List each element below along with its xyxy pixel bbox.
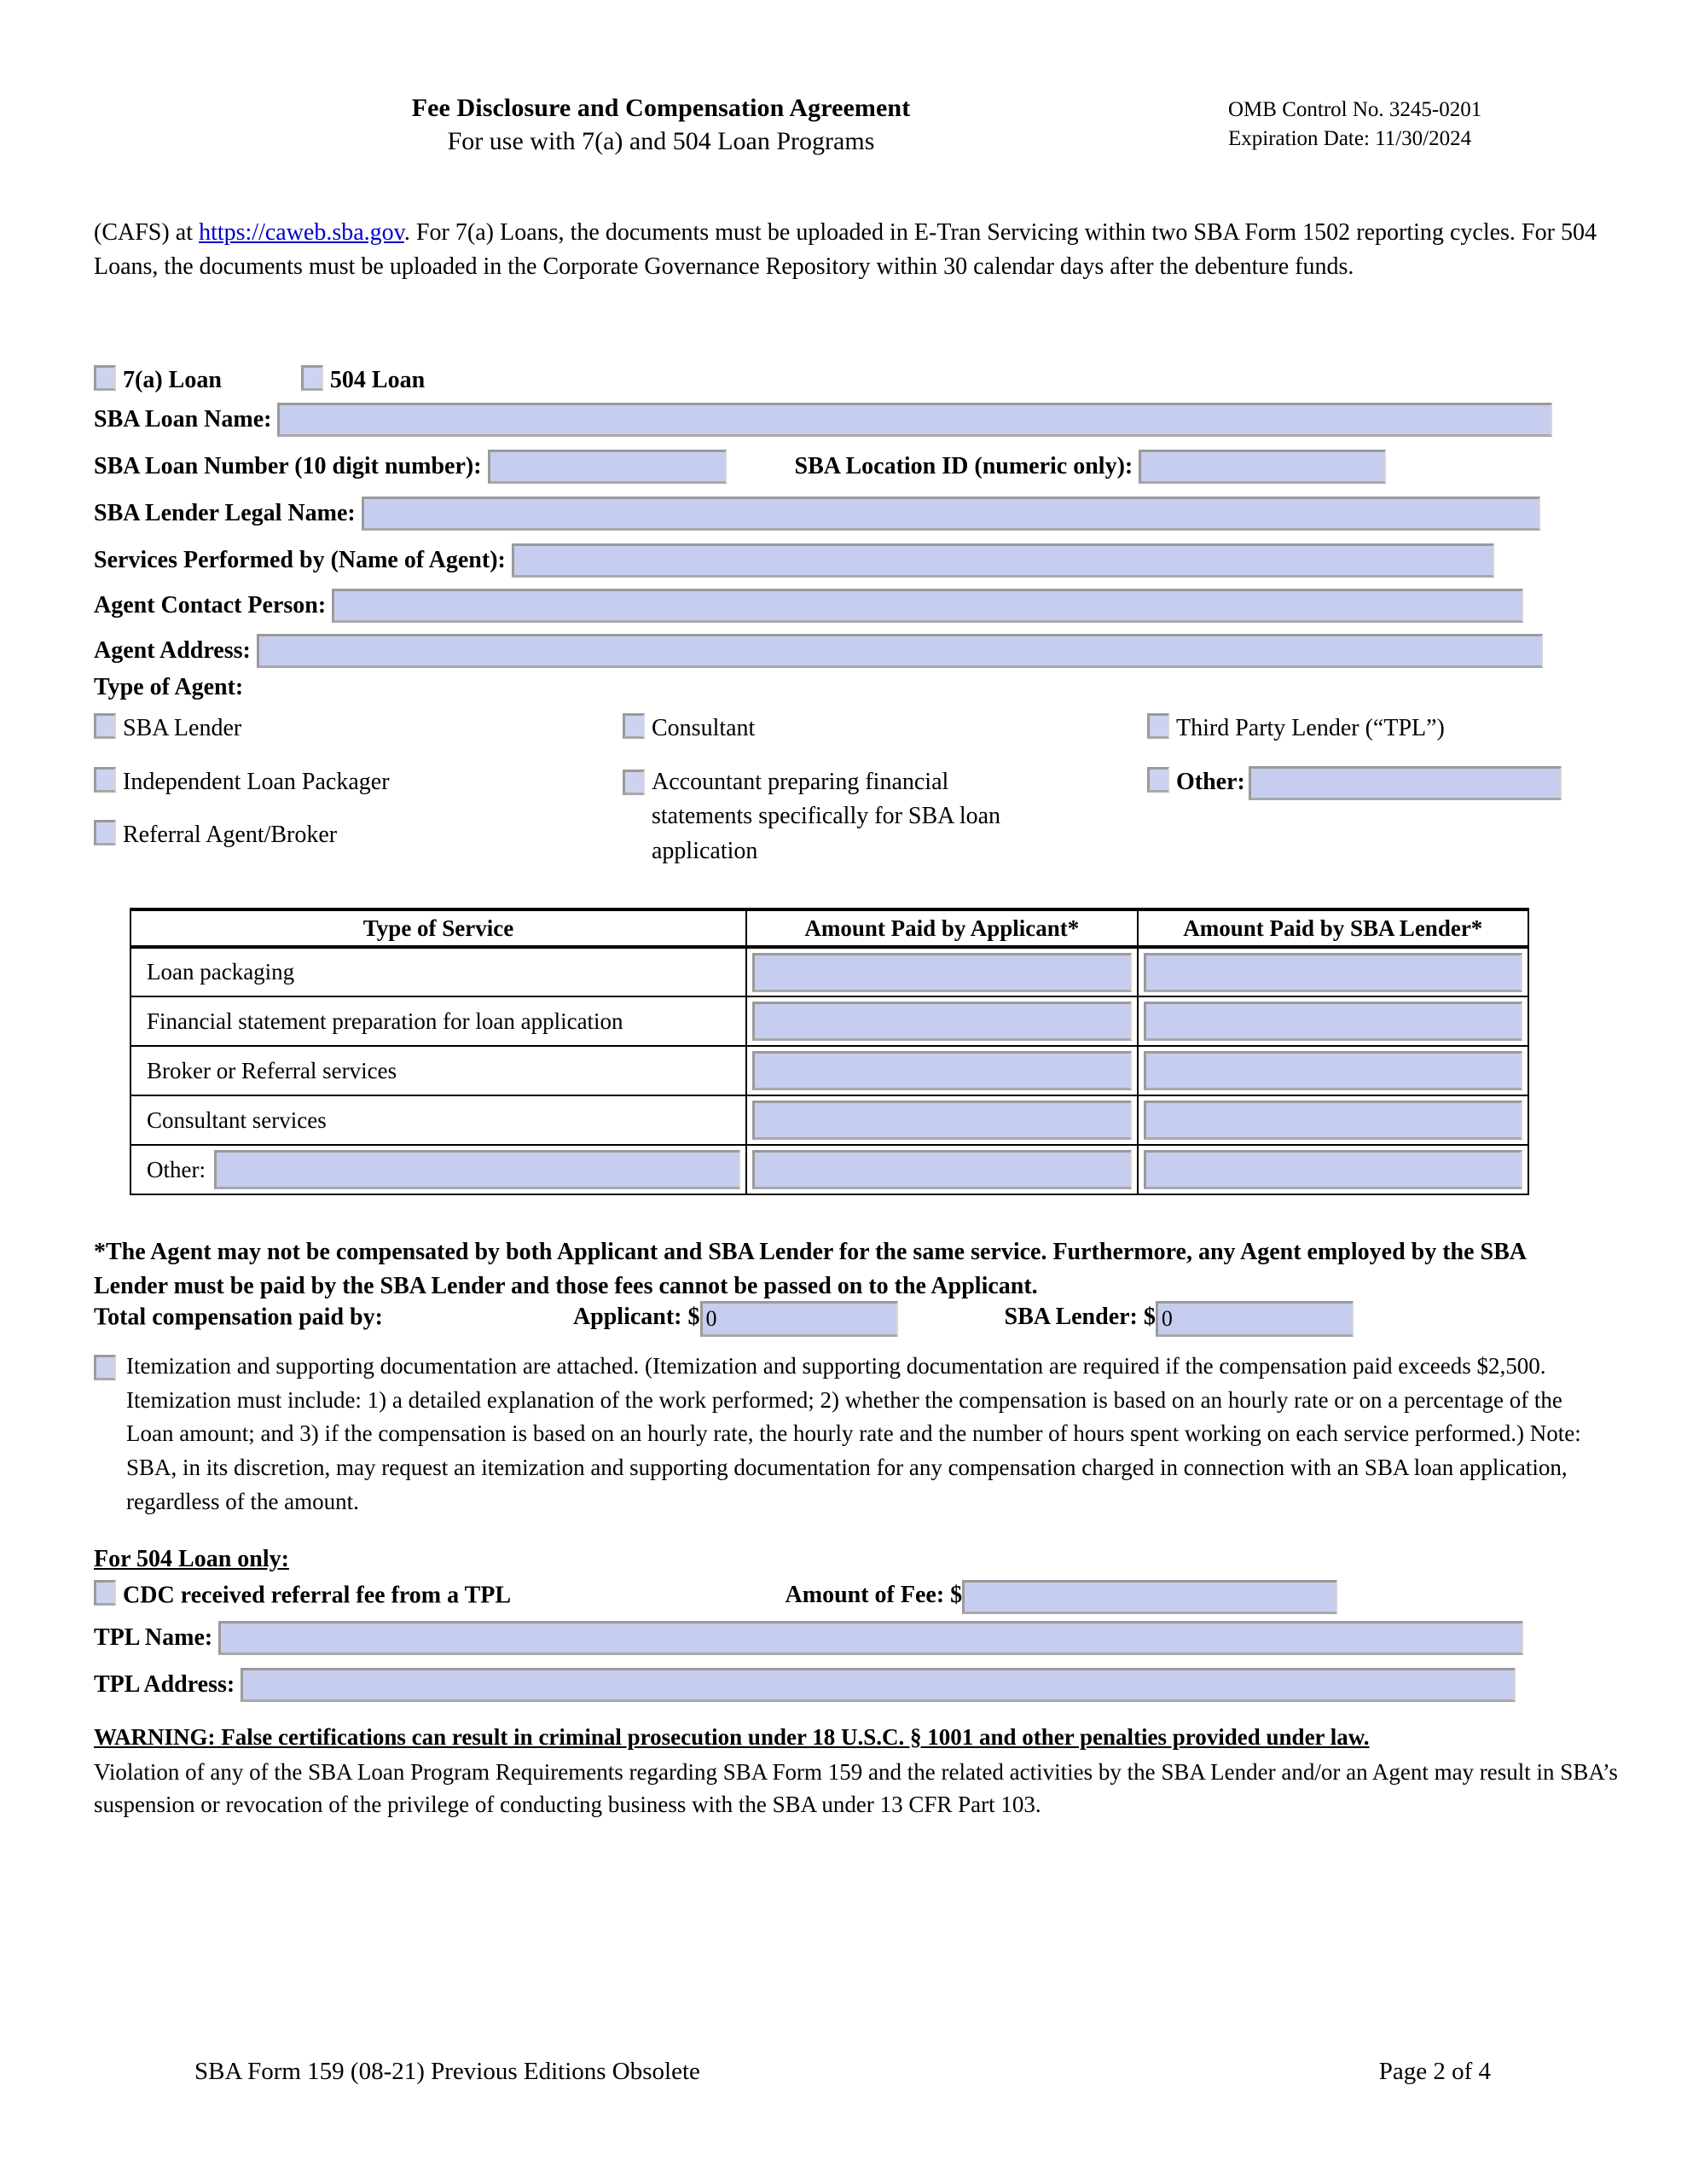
table-row [130, 996, 1528, 1046]
cell-lender-other [1138, 1145, 1528, 1194]
loan-type-504-option[interactable] [301, 367, 425, 393]
footer-page-number: Page 2 of 4 [1378, 2058, 1491, 2085]
intro-paragraph [94, 216, 1597, 284]
agent-type-label-other: Other: [1176, 768, 1245, 795]
agent-type-label-independent-loan-packager: Independent Loan Packager [123, 768, 390, 795]
header-titles [0, 92, 1228, 158]
total-applicant-label: Applicant: $ [572, 1304, 700, 1331]
agent-type-label-accountant: Accountant preparing financial statements specifically for SBA loan application [652, 768, 1001, 864]
agent-type-option-third-party-lender[interactable] [1147, 712, 1599, 746]
amount-of-fee-segment [786, 1582, 1338, 1608]
sba-loan-name-input[interactable] [277, 403, 1552, 437]
sba-loan-name-label: SBA Loan Name: [94, 406, 272, 433]
tpl-name-label: TPL Name: [94, 1624, 213, 1651]
input-lender-broker-referral[interactable] [1144, 1051, 1522, 1090]
agent-address-label: Agent Address: [94, 637, 251, 664]
input-applicant-consultant-services[interactable] [752, 1101, 1131, 1140]
table-row [130, 1046, 1528, 1095]
agent-contact-person-input[interactable] [332, 589, 1523, 623]
table-header-row [130, 909, 1528, 947]
page-footer [194, 2058, 1491, 2086]
column-header-amount-paid-by-sba-lender: Amount Paid by SBA Lender* [1138, 909, 1528, 947]
cell-applicant-consultant-services [746, 1095, 1137, 1145]
service-name-financial-statement-preparation: Financial statement preparation for loan application [130, 996, 746, 1046]
section-504-heading: For 504 Loan only: [94, 1546, 289, 1572]
checkbox-504-loan[interactable] [301, 365, 323, 391]
table-row [130, 1095, 1528, 1145]
services-performed-by-label: Services Performed by (Name of Agent): [94, 547, 506, 573]
intro-text-after-link: . For 7(a) Loans, the documents must be uploaded in E-Tran Servicing within two SBA Form 1502 reporting cycles. For 504 Loans, the documents must be uploaded in the Corporate Governance Repository within 30 calendar days after the debenture funds. [94, 219, 1597, 280]
input-lender-other[interactable] [1144, 1150, 1522, 1189]
caweb-sba-gov-link[interactable]: https://caweb.sba.gov [199, 219, 404, 246]
input-other-service-name[interactable] [214, 1150, 740, 1189]
checkbox-independent-loan-packager[interactable] [94, 767, 116, 793]
sba-lender-legal-name-label: SBA Lender Legal Name: [94, 500, 356, 526]
total-lender-input[interactable]: 0 [1156, 1301, 1354, 1337]
page-header [0, 92, 1687, 158]
cell-applicant-financial-statement [746, 996, 1137, 1046]
services-table-body [130, 947, 1528, 1194]
agent-type-option-sba-lender[interactable] [94, 712, 571, 746]
total-lender-label: SBA Lender: $ [1004, 1304, 1156, 1331]
input-applicant-financial-statement[interactable] [752, 1002, 1131, 1041]
agent-contact-person-label: Agent Contact Person: [94, 592, 327, 619]
agent-type-option-accountant[interactable] [623, 765, 1015, 869]
page-title: Fee Disclosure and Compensation Agreement [411, 94, 911, 122]
warning-body: Violation of any of the SBA Loan Program Requirements regarding SBA Form 159 and the related activities by the SBA Lender and/or an Agent may result in SBA’s suspension or revocation of the privilege of conducting business with the SBA under 13 CFR Part 103. [94, 1759, 1618, 1818]
omb-expiration-date: Expiration Date: 11/30/2024 [1228, 127, 1472, 150]
sba-location-id-label: SBA Location ID (numeric only): [794, 453, 1133, 479]
service-name-consultant-services: Consultant services [130, 1095, 746, 1145]
input-applicant-other[interactable] [752, 1150, 1131, 1189]
agent-address-row [94, 634, 1543, 668]
loan-type-7a-label: 7(a) Loan [123, 367, 222, 393]
footer-form-id: SBA Form 159 (08-21) Previous Editions Obsolete [194, 2058, 700, 2085]
table-row [130, 1145, 1528, 1194]
sba-loan-number-row [94, 450, 1386, 484]
services-fee-table [130, 908, 1529, 1195]
column-header-amount-paid-by-applicant: Amount Paid by Applicant* [746, 909, 1137, 947]
agent-type-option-independent-loan-packager[interactable] [94, 765, 571, 800]
agent-type-column-2 [623, 712, 1066, 887]
sba-lender-legal-name-input[interactable] [362, 497, 1540, 531]
amount-of-fee-input[interactable] [962, 1580, 1337, 1614]
checkbox-other-agent-type[interactable] [1147, 767, 1169, 793]
total-applicant-segment [573, 1304, 904, 1330]
cell-lender-loan-packaging [1138, 947, 1528, 996]
other-service-wrapper [131, 1147, 745, 1193]
itemization-block [94, 1350, 1603, 1519]
cell-applicant-broker-referral [746, 1046, 1137, 1095]
loan-type-row [94, 365, 1595, 394]
agent-type-option-consultant[interactable] [623, 712, 1066, 746]
input-applicant-loan-packaging[interactable] [752, 953, 1131, 992]
cell-applicant-other [746, 1145, 1137, 1194]
itemization-text: Itemization and supporting documentation are attached. (Itemization and supporting documentation are required if the compensation paid exceeds $2,500. Itemization must include: 1) a detailed explanation of the work performed; 2) whether the compensation is based on an hourly rate or on a percentage of the Loan amount; and 3) if the compensation is based on an hourly rate, the hourly rate and the number of hours spent working on each service performed.) Note: SBA, in its discretion, may request an itemization and supporting documentation for any compensation charged in connection with an SBA loan application, regardless of the amount. [126, 1353, 1581, 1514]
cdc-referral-fee-label: CDC received referral fee from a TPL [123, 1582, 510, 1609]
agent-type-label-third-party-lender: Third Party Lender (“TPL”) [1176, 715, 1445, 741]
service-name-broker-or-referral: Broker or Referral services [130, 1046, 746, 1095]
sba-lender-legal-name-row [94, 497, 1540, 531]
services-performed-by-row [94, 543, 1494, 578]
agent-type-column-1 [94, 712, 571, 872]
amount-of-fee-label: Amount of Fee: $ [785, 1582, 963, 1609]
input-applicant-broker-referral[interactable] [752, 1051, 1131, 1090]
total-lender-segment [1005, 1304, 1354, 1330]
sba-loan-number-input[interactable] [488, 450, 727, 484]
checkbox-accountant[interactable] [623, 770, 645, 795]
sba-location-id-input[interactable] [1139, 450, 1386, 484]
table-row [130, 947, 1528, 996]
tpl-name-input[interactable] [218, 1621, 1523, 1655]
cell-applicant-loan-packaging [746, 947, 1137, 996]
agent-type-option-referral-agent-broker[interactable] [94, 818, 571, 853]
warning-heading: WARNING: False certifications can result in criminal prosecution under 18 U.S.C. § 1001 and other penalties provided under law. [94, 1724, 1370, 1750]
column-header-type-of-service: Type of Service [130, 909, 746, 947]
other-agent-type-input[interactable] [1249, 766, 1562, 800]
asterisk-note: *The Agent may not be compensated by both Applicant and SBA Lender for the same service. Furthermore, any Agent employed by the SBA Lender must be paid by the SBA Lender and those fees cannot be passed on to the Applicant. [94, 1239, 1526, 1299]
service-name-other-cell [130, 1145, 746, 1194]
checkbox-sba-lender[interactable] [94, 713, 116, 739]
total-compensation-row [94, 1301, 1620, 1337]
input-lender-loan-packaging[interactable] [1144, 953, 1522, 992]
checkbox-cdc-received-referral-fee[interactable] [94, 1580, 116, 1606]
agent-address-input[interactable] [257, 634, 1543, 668]
omb-block [1228, 92, 1629, 154]
checkbox-7a-loan[interactable] [94, 365, 116, 391]
cdc-referral-fee-row [94, 1580, 1620, 1614]
page-subtitle: For use with 7(a) and 504 Loan Programs [447, 127, 875, 156]
input-lender-financial-statement[interactable] [1144, 1002, 1522, 1041]
cell-lender-broker-referral [1138, 1046, 1528, 1095]
service-name-loan-packaging: Loan packaging [130, 947, 746, 996]
agent-type-label-sba-lender: SBA Lender [123, 715, 242, 741]
services-performed-by-input[interactable] [512, 543, 1494, 578]
other-service-label: Other: [147, 1156, 206, 1182]
agent-type-column-3 [1147, 712, 1599, 819]
tpl-address-input[interactable] [241, 1668, 1516, 1702]
checkbox-consultant[interactable] [623, 713, 645, 739]
loan-type-7a-option[interactable] [94, 367, 222, 393]
agent-contact-person-row [94, 589, 1523, 623]
checkbox-itemization-attached[interactable] [94, 1355, 116, 1380]
agent-type-label-consultant: Consultant [652, 715, 756, 741]
total-applicant-input[interactable]: 0 [700, 1301, 898, 1337]
tpl-address-row [94, 1668, 1516, 1702]
intro-text-before-link: (CAFS) at [94, 219, 200, 246]
tpl-name-row [94, 1621, 1523, 1655]
agent-type-option-other[interactable] [1147, 765, 1599, 801]
input-lender-consultant-services[interactable] [1144, 1101, 1522, 1140]
services-table-header [130, 909, 1528, 947]
checkbox-referral-agent-broker[interactable] [94, 820, 116, 845]
total-compensation-label: Total compensation paid by: [94, 1304, 383, 1331]
sba-loan-number-label: SBA Loan Number (10 digit number): [94, 453, 482, 479]
omb-control-number: OMB Control No. 3245-0201 [1228, 98, 1482, 121]
cell-lender-financial-statement [1138, 996, 1528, 1046]
loan-type-504-label: 504 Loan [329, 367, 426, 393]
type-of-agent-heading: Type of Agent: [94, 674, 244, 700]
cell-lender-consultant-services [1138, 1095, 1528, 1145]
tpl-address-label: TPL Address: [94, 1671, 235, 1698]
sba-loan-name-row [94, 403, 1552, 437]
checkbox-third-party-lender[interactable] [1147, 713, 1169, 739]
agent-type-label-referral-agent-broker: Referral Agent/Broker [123, 822, 338, 849]
